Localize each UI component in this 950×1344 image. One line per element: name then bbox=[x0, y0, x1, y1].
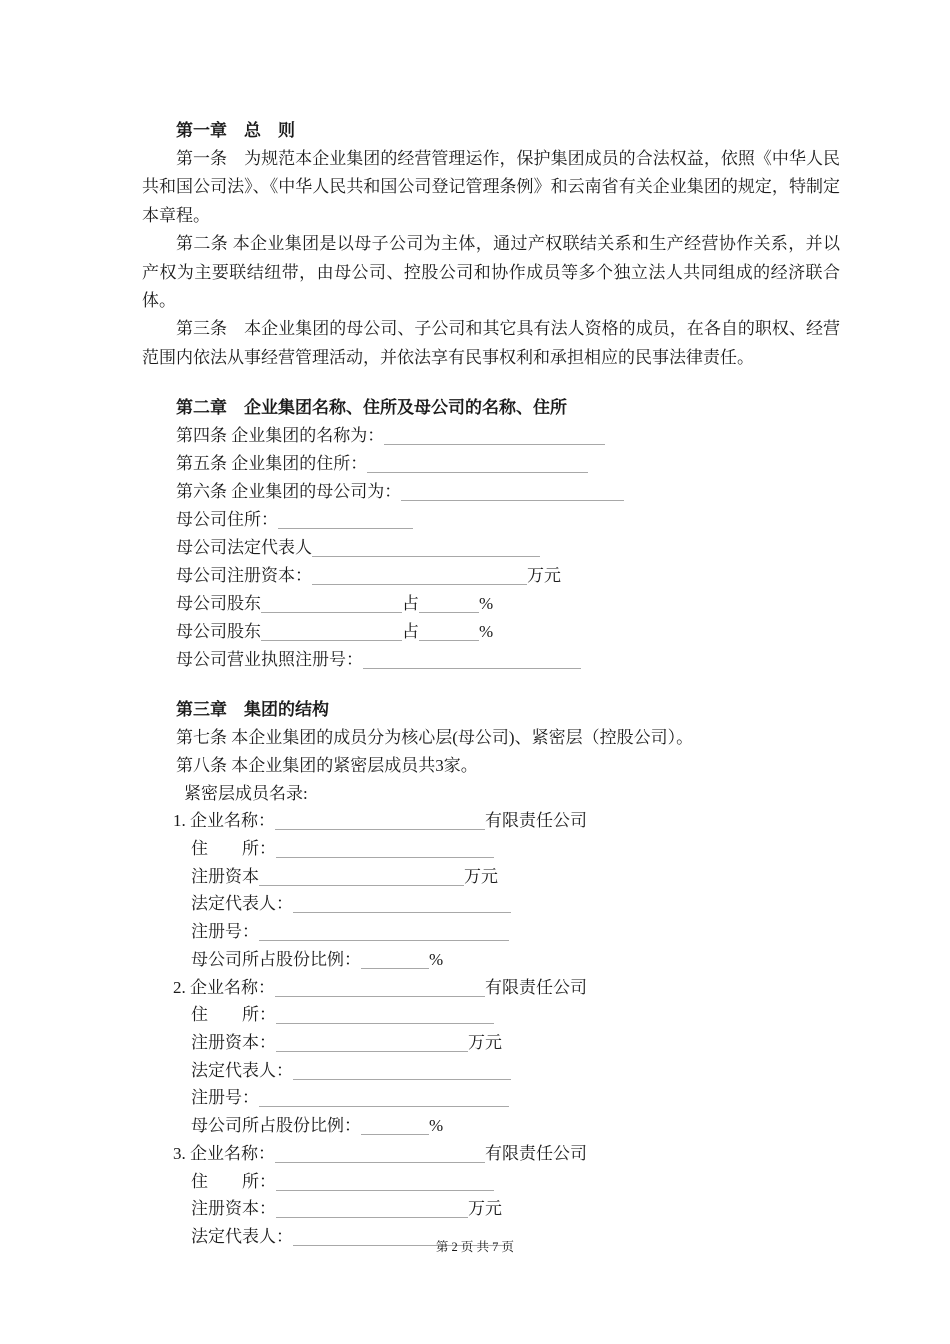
chapter1-article1: 第一条 为规范本企业集团的经营管理运作，保护集团成员的合法权益，依照《中华人民共和国公司法》、《中华人民共和国公司登记管理条例》和云南省有关企业集团的规定，特制定本章程。 bbox=[142, 149, 840, 225]
member1-legal-rep-blank[interactable] bbox=[293, 912, 511, 913]
member1-share-label: 母公司所占股份比例： bbox=[191, 949, 361, 969]
member1-legal-rep-line bbox=[142, 890, 840, 918]
member2-address-line bbox=[142, 1001, 840, 1029]
group-name-blank[interactable] bbox=[384, 444, 605, 445]
shareholder2-name-blank[interactable] bbox=[261, 640, 402, 641]
member1-regno-line bbox=[142, 918, 840, 946]
member1-address-line bbox=[142, 835, 840, 863]
shareholder1-percent-blank[interactable] bbox=[419, 612, 479, 613]
roster-title: 紧密层成员名录: bbox=[184, 783, 308, 803]
member2-address-blank[interactable] bbox=[276, 1023, 494, 1024]
member1-name-label: 1. 企业名称： bbox=[173, 811, 275, 831]
member2-capital-unit: 万元 bbox=[468, 1032, 502, 1052]
chapter3-article7: 第七条 本企业集团的成员分为核心层(母公司)、紧密层（控股公司）。 bbox=[176, 728, 694, 748]
shareholder2-percent-blank[interactable] bbox=[419, 640, 479, 641]
chapter1-heading: 第一章 总 则 bbox=[176, 121, 295, 140]
member2-regno-blank[interactable] bbox=[259, 1106, 509, 1107]
member2-regno-line bbox=[142, 1084, 840, 1112]
member3-capital-label: 注册资本： bbox=[191, 1199, 276, 1219]
member2-legal-rep-blank[interactable] bbox=[293, 1079, 511, 1080]
member2-capital-line bbox=[142, 1029, 840, 1057]
member3-capital-line bbox=[142, 1195, 840, 1223]
field-line-shareholder-2 bbox=[142, 618, 840, 646]
field-line-parent-capital bbox=[142, 562, 840, 590]
member2-capital-label: 注册资本： bbox=[191, 1032, 276, 1052]
business-license-label: 母公司营业执照注册号： bbox=[176, 650, 363, 670]
shareholder1-percent-sign: % bbox=[479, 594, 494, 614]
member2-legal-rep-label: 法定代表人： bbox=[191, 1060, 293, 1080]
chapter1-article2: 第二条 本企业集团是以母子公司为主体，通过产权联结关系和生产经营协作关系，并以产权为主要联结纽带，由母公司、控股公司和协作成员等多个独立法人共同组成的经济联合体。 bbox=[142, 234, 840, 311]
parent-address-blank[interactable] bbox=[278, 528, 413, 529]
member1-name-suffix: 有限责任公司 bbox=[485, 811, 587, 831]
shareholder1-name-blank[interactable] bbox=[261, 612, 402, 613]
parent-capital-label: 母公司注册资本： bbox=[176, 566, 312, 586]
document-body bbox=[142, 117, 840, 1251]
member1-capital-blank[interactable] bbox=[259, 885, 464, 886]
member2-address-label: 住 所： bbox=[191, 1005, 276, 1025]
shareholder2-percent-sign: % bbox=[479, 622, 494, 642]
member3-capital-blank[interactable] bbox=[276, 1217, 468, 1218]
member1-capital-label: 注册资本 bbox=[191, 866, 259, 886]
member2-share-blank[interactable] bbox=[361, 1134, 429, 1135]
member1-capital-line bbox=[142, 863, 840, 891]
member2-capital-blank[interactable] bbox=[276, 1051, 468, 1052]
field-line-business-license bbox=[142, 646, 840, 674]
parent-company-blank[interactable] bbox=[401, 500, 624, 501]
member2-name-label: 2. 企业名称： bbox=[173, 977, 275, 997]
member1-share-percent-sign: % bbox=[429, 949, 444, 969]
chapter2-heading: 第二章 企业集团名称、住所及母公司的名称、住所 bbox=[176, 398, 567, 418]
member3-address-label: 住 所： bbox=[191, 1171, 276, 1191]
chapter3-heading: 第三章 集团的结构 bbox=[176, 700, 329, 720]
parent-legal-rep-label: 母公司法定代表人 bbox=[176, 538, 312, 558]
shareholder2-holds-label: 占 bbox=[402, 622, 419, 642]
member1-capital-unit: 万元 bbox=[464, 866, 498, 886]
member1-address-label: 住 所： bbox=[191, 839, 276, 859]
member1-address-blank[interactable] bbox=[276, 857, 494, 858]
field-line-shareholder-1 bbox=[142, 590, 840, 618]
member3-name-suffix: 有限责任公司 bbox=[485, 1143, 587, 1163]
shareholder1-label: 母公司股东 bbox=[176, 594, 261, 614]
member3-address-blank[interactable] bbox=[276, 1190, 494, 1191]
member1-legal-rep-label: 法定代表人： bbox=[191, 894, 293, 914]
member3-address-line bbox=[142, 1168, 840, 1196]
member2-legal-rep-line bbox=[142, 1057, 840, 1085]
chapter1-article3: 第三条 本企业集团的母公司、子公司和其它具有法人资格的成员，在各自的职权、经营范围内依法从事经营管理活动，并依法享有民事权利和承担相应的民事法律责任。 bbox=[142, 319, 840, 367]
member2-name-line bbox=[142, 974, 840, 1002]
member1-name-line bbox=[142, 807, 840, 835]
member1-share-blank[interactable] bbox=[361, 968, 429, 969]
member3-legal-rep-label: 法定代表人： bbox=[191, 1226, 293, 1246]
member3-name-line bbox=[142, 1140, 840, 1168]
field-line-group-address bbox=[142, 450, 840, 478]
member3-name-label: 3. 企业名称： bbox=[173, 1143, 275, 1163]
field-line-parent-address bbox=[142, 506, 840, 534]
member3-capital-unit: 万元 bbox=[468, 1199, 502, 1219]
page-number-footer: 第 2 页 共 7 页 bbox=[435, 1240, 515, 1254]
member1-regno-label: 注册号： bbox=[191, 922, 259, 942]
parent-legal-rep-blank[interactable] bbox=[312, 556, 540, 557]
member2-share-percent-sign: % bbox=[429, 1116, 444, 1136]
chapter3-section bbox=[142, 696, 840, 1250]
member2-name-blank[interactable] bbox=[275, 996, 485, 997]
group-address-blank[interactable] bbox=[367, 472, 588, 473]
member1-regno-blank[interactable] bbox=[259, 940, 509, 941]
field-line-parent-legal-rep bbox=[142, 534, 840, 562]
group-address-label: 第五条 企业集团的住所： bbox=[176, 454, 368, 474]
member2-name-suffix: 有限责任公司 bbox=[485, 977, 587, 997]
chapter3-article8: 第八条 本企业集团的紧密层成员共3家。 bbox=[176, 755, 478, 775]
parent-capital-blank[interactable] bbox=[312, 584, 527, 585]
business-license-blank[interactable] bbox=[363, 668, 581, 669]
shareholder2-label: 母公司股东 bbox=[176, 622, 261, 642]
member1-name-blank[interactable] bbox=[275, 829, 485, 830]
member2-share-line bbox=[142, 1112, 840, 1140]
field-line-group-name bbox=[142, 422, 840, 450]
member2-share-label: 母公司所占股份比例： bbox=[191, 1116, 361, 1136]
shareholder1-holds-label: 占 bbox=[402, 594, 419, 614]
parent-capital-unit: 万元 bbox=[527, 566, 561, 586]
member1-share-line bbox=[142, 946, 840, 974]
member2-regno-label: 注册号： bbox=[191, 1088, 259, 1108]
parent-company-label: 第六条 企业集团的母公司为： bbox=[176, 482, 402, 502]
group-name-label: 第四条 企业集团的名称为： bbox=[176, 426, 385, 446]
parent-address-label: 母公司住所： bbox=[176, 510, 278, 530]
field-line-parent-company bbox=[142, 478, 840, 506]
member3-name-blank[interactable] bbox=[275, 1162, 485, 1163]
